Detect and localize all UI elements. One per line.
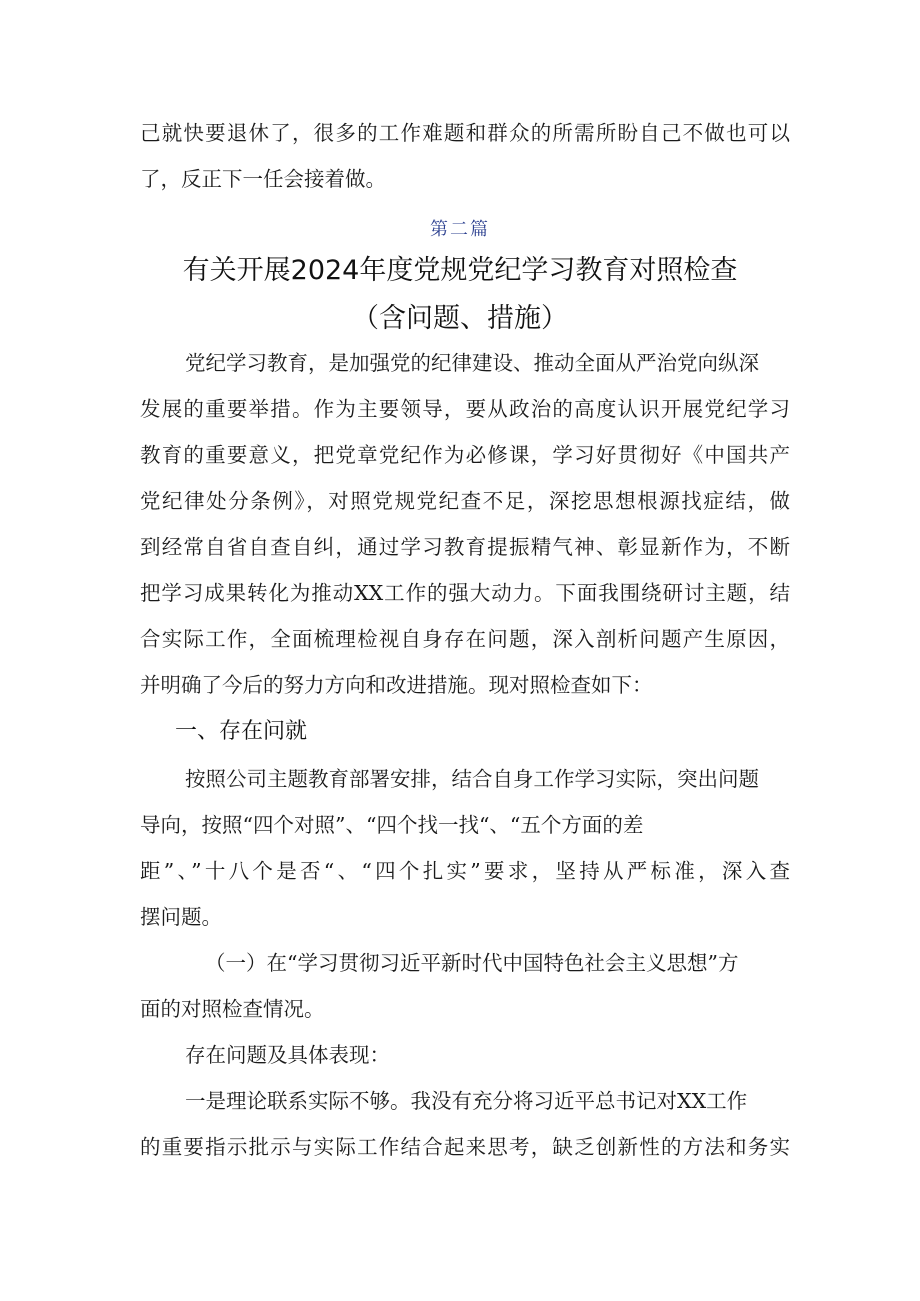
- body-line: 发展的重要举措。作为主要领导，要从政治的高度认识开展党纪学习: [140, 397, 790, 421]
- body-line: （一）在“学习贯彻习近平新时代中国特色社会主义思想”方: [205, 951, 739, 975]
- body-line: 到经常自省自查自纠，通过学习教育提振精气神、彰显新作为，不断: [140, 535, 790, 559]
- body-line: 己就快要退休了，很多的工作难题和群众的所需所盼自己不做也可以: [140, 121, 790, 145]
- body-line: 按照公司主题教育部署安排，结合自身工作学习实际，突出问题: [185, 767, 759, 791]
- article-subtitle: 第二篇: [430, 219, 490, 240]
- body-line: 的重要指示批示与实际工作结合起来思考，缺乏创新性的方法和务实: [140, 1135, 790, 1159]
- body-line: 教育的重要意义，把党章党纪作为必修课，学习好贯彻好《中国共产: [140, 443, 790, 467]
- body-line: 党纪律处分条例》，对照党规党纪查不足，深挖思想根源找症结，做: [140, 489, 790, 513]
- body-line: 摆问题。: [140, 905, 222, 929]
- body-line: 存在问题及具体表现：: [185, 1043, 390, 1067]
- body-line: 了，反正下一任会接着做。: [140, 167, 386, 191]
- body-line: 把学习成果转化为推动XX工作的强大动力。下面我围绕研讨主题，结: [140, 581, 790, 605]
- body-line: 一是理论联系实际不够。我没有充分将习近平总书记对XX工作: [185, 1089, 748, 1113]
- section-heading: 一、存在问就: [175, 719, 308, 744]
- body-line: 距”、”十八个是否“、“四个扎实”要求，坚持从严标准，深入查: [140, 859, 790, 883]
- body-line: 面的对照检查情况。: [140, 997, 325, 1021]
- body-line: 并明确了今后的努力方向和改进措施。现对照检查如下：: [140, 673, 653, 697]
- body-line: 党纪学习教育，是加强党的纪律建设、推动全面从严治党向纵深: [185, 351, 759, 375]
- body-line: 合实际工作，全面梳理检视自身存在问题，深入剖析问题产生原因，: [140, 627, 790, 651]
- article-title-line1: 有关开展2024年度党规党纪学习教育对照检查: [182, 255, 738, 286]
- article-title-line2: （含问题、措施）: [352, 303, 568, 334]
- body-line: 导向，按照“四个对照”、“四个找一找“、“五个方面的差: [140, 813, 644, 837]
